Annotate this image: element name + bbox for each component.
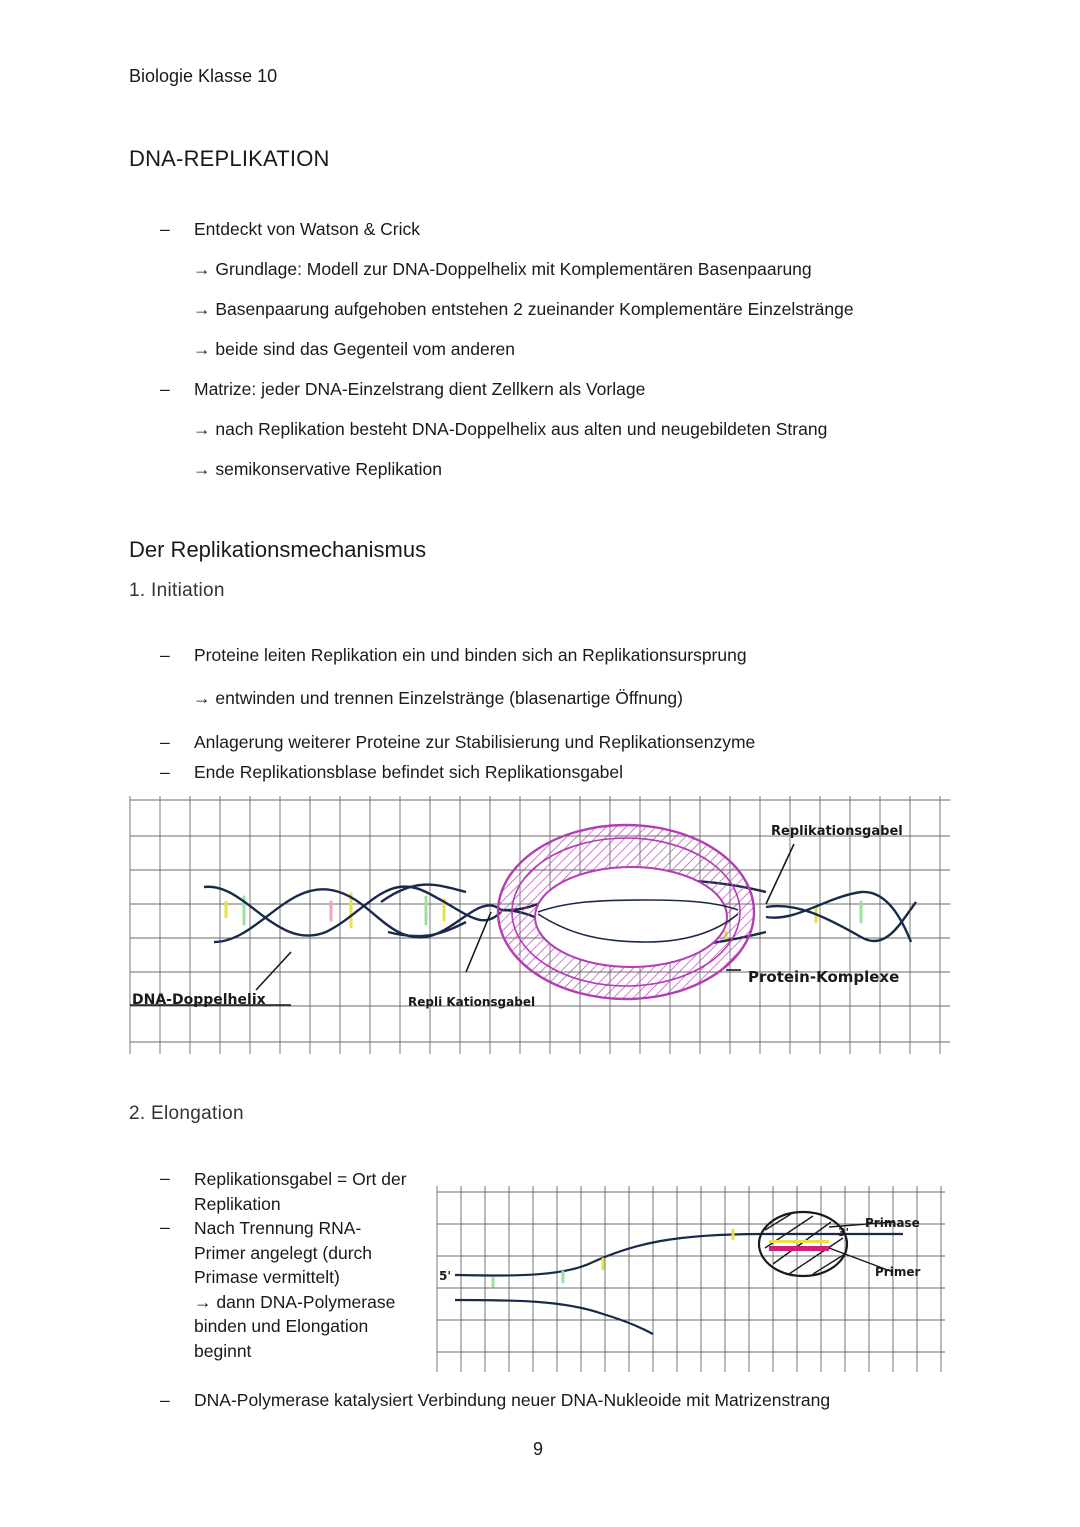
intro-item: Entdeckt von Watson & Crick	[194, 219, 420, 239]
label-replikationsgabel-top: Replikationsgabel	[771, 824, 903, 839]
label-replikationsgabel-bottom: Repli Kationsgabel	[408, 995, 536, 1009]
elongation-sketch	[433, 1182, 949, 1376]
step-heading-elongation: 2. Elongation	[129, 1103, 244, 1124]
elongation-side-text	[194, 1167, 424, 1363]
label-dna-doppelhelix: DNA-Doppelhelix	[132, 992, 266, 1008]
intro-item: → semikonservative Replikation	[193, 459, 442, 479]
elongation-line: Nach Trennung RNA-	[194, 1218, 362, 1238]
intro-item: → beide sind das Gegenteil vom anderen	[193, 339, 516, 359]
elongation-line: Primase vermittelt)	[194, 1267, 340, 1287]
elongation-item: DNA-Polymerase katalysiert Verbindung neuer DNA-Nukleoide mit Matrizenstrang	[194, 1390, 831, 1410]
replication-bubble	[498, 825, 754, 999]
bullet-dash: –	[160, 1168, 170, 1188]
intro-item: → Grundlage: Modell zur DNA-Doppelhelix mit Komplementären Basenpaarung	[193, 259, 812, 279]
intro-item: Matrize: jeder DNA-Einzelstrang dient Zellkern als Vorlage	[194, 379, 646, 399]
bullet-dash: –	[160, 379, 170, 399]
section-title: Der Replikationsmechanismus	[129, 537, 427, 562]
bullet-dash: –	[160, 645, 170, 665]
initiation-item: Ende Replikationsblase befindet sich Replikationsgabel	[194, 762, 624, 782]
label-three-prime: 3'	[838, 1226, 850, 1239]
bullet-dash: –	[160, 762, 170, 782]
elongation-line: Primer angelegt (durch	[194, 1242, 372, 1263]
elongation-line: → dann DNA-Polymerase	[194, 1291, 396, 1312]
page-title: DNA-REPLIKATION	[129, 146, 330, 171]
elongation-line: beginnt	[194, 1340, 252, 1361]
step-heading-initiation: 1. Initiation	[129, 580, 225, 601]
page-number: 9	[533, 1439, 544, 1459]
label-primase: Primase	[865, 1216, 920, 1230]
initiation-item: Anlagerung weiterer Proteine zur Stabilisierung und Replikationsenzyme	[194, 732, 756, 752]
elongation-line: binden und Elongation	[194, 1316, 369, 1336]
label-primer: Primer	[875, 1265, 921, 1279]
intro-item: → nach Replikation besteht DNA-Doppelhelix aus alten und neugebildeten Strang	[193, 419, 828, 439]
elongation-line: Replikation	[194, 1193, 281, 1214]
primase-complex	[759, 1212, 850, 1276]
initiation-item: Proteine leiten Replikation ein und binden sich an Replikationsursprung	[194, 645, 747, 665]
bullet-dash: –	[160, 1217, 170, 1237]
bullet-dash: –	[160, 219, 170, 239]
initiation-item: → entwinden und trennen Einzelstränge (blasenartige Öffnung)	[193, 688, 683, 708]
replication-bubble-sketch	[126, 792, 954, 1058]
intro-item: → Basenpaarung aufgehoben entstehen 2 zueinander Komplementäre Einzelstränge	[193, 299, 854, 319]
bullet-dash: –	[160, 1390, 170, 1410]
document-header: Biologie Klasse 10	[129, 66, 278, 86]
label-five-prime: 5'	[439, 1269, 452, 1283]
label-protein-komplexe: Protein-Komplexe	[748, 968, 900, 986]
elongation-line: Replikationsgabel = Ort der	[194, 1169, 407, 1189]
bullet-dash: –	[160, 732, 170, 752]
